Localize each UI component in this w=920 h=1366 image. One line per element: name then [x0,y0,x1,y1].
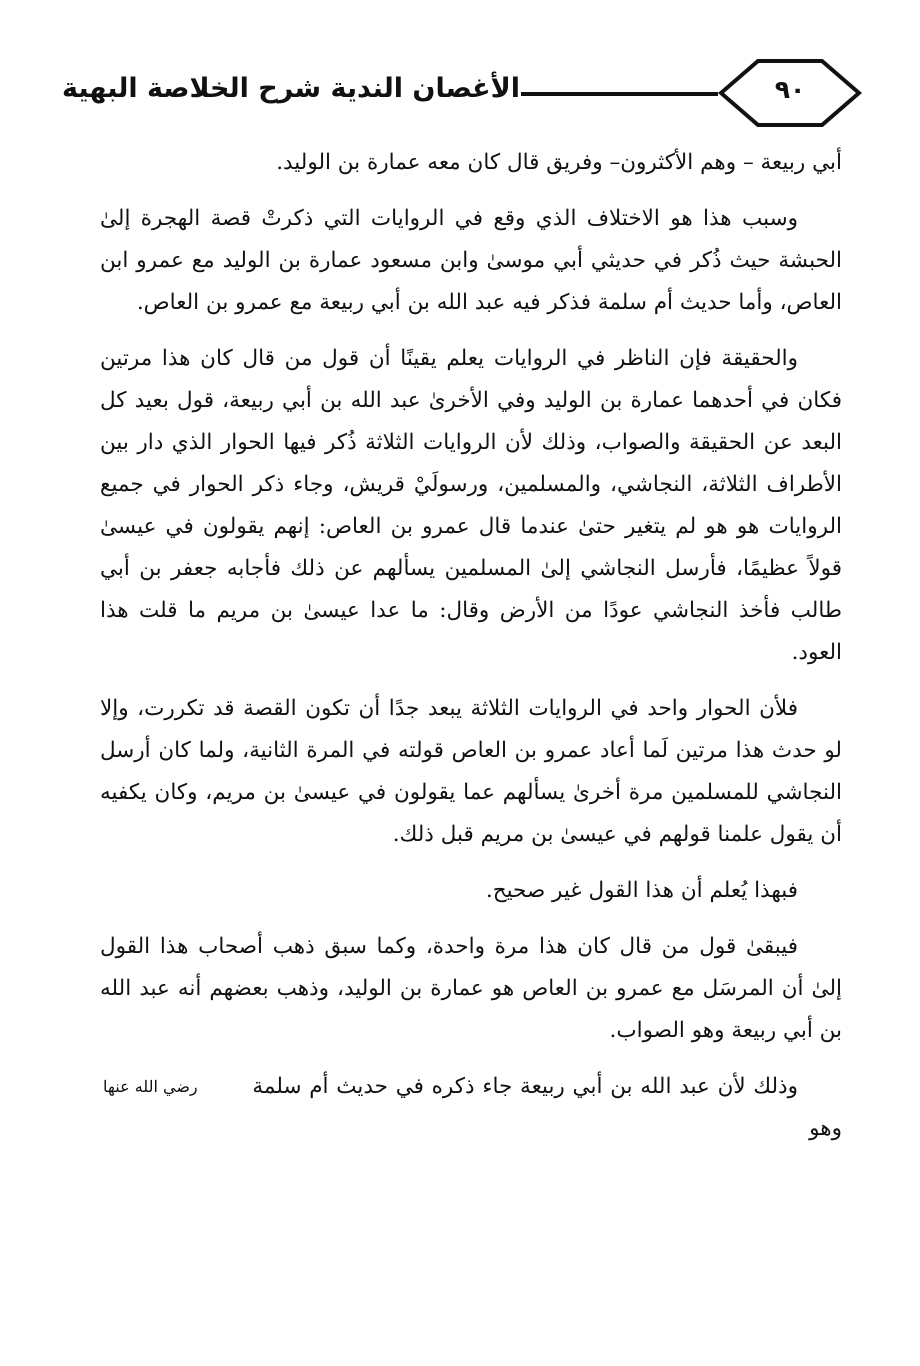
paragraph-continuation: أبي ربيعة – وهم الأكثرون– وفريق قال كان معه عمارة بن الوليد. [276,150,842,175]
paragraph: والحقيقة فإن الناظر في الروايات يعلم يقينًا أن قول من قال كان هذا مرتين فكان في أحدهما عمارة بن الوليد وفي الأخرىٰ عبد الله بن أبي ربيعة، قول بعيد كل البعد عن الحقيقة والصواب، وذلك لأن الروايات الثلاثة ذُكر فيها الحوار الذي دار بين الأطراف الثلاثة، النجاشي، والمسلمين، ورسولَيْ قريش، وجاء ذكر الحوار في جميع الروايات هو هو لم يتغير حتىٰ عندما قال عمرو بن العاص: إنهم يقولون في عيسىٰ قولاً عظيمًا، فأرسل النجاشي إلىٰ المسلمين يسألهم عن ذلك فأجابه جعفر بن أبي طالب فأخذ النجاشي عودًا من الأرض وقال: ما عدا عيسىٰ بن مريم ما قلت هذا العود. [100,346,842,665]
page-body [100,142,842,1164]
paragraph: فبهذا يُعلم أن هذا القول غير صحيح. [485,878,798,903]
paragraph: وسبب هذا هو الاختلاف الذي وقع في الروايات التي ذكرتْ قصة الهجرة إلىٰ الحبشة حيث ذُكر في حديثي أبي موسىٰ وابن مسعود عمارة بن الوليد مع عمرو ابن العاص، وأما حديث أم سلمة فذكر فيه عبد الله بن أبي ربيعة مع عمرو بن العاص. [100,206,842,315]
page-number: ٩٠ [774,75,806,104]
honorific-symbol: رضي الله عنها [103,1077,198,1096]
paragraph-text-end: وهو [809,1116,842,1141]
paragraph: فيبقىٰ قول من قال كان هذا مرة واحدة، وكما سبق ذهب أصحاب هذا القول إلىٰ أن المرسَل مع عمرو بن العاص هو عمارة بن الوليد، وذهب بعضهم أنه عبد الله بن أبي ربيعة وهو الصواب. [100,934,842,1043]
book-title: الأغصان الندية شرح الخلاصة البهية [62,73,520,104]
paragraph: فلأن الحوار واحد في الروايات الثلاثة يبعد جدًا أن تكون القصة قد تكررت، وإلا لو حدث هذا مرتين لَما أعاد عمرو بن العاص قولته في المرة الثانية، ولما كان أرسل النجاشي للمسلمين مرة أخرىٰ يسألهم عما يقولون في عيسىٰ بن مريم، وكان يكفيه أن يقول علمنا قولهم في عيسىٰ بن مريم قبل ذلك. [100,696,842,847]
paragraph-last [100,1066,842,1150]
paragraph-text-start: وذلك لأن عبد الله بن أبي ربيعة جاء ذكره في حديث أم سلمة [252,1074,798,1099]
page-header [62,58,860,128]
header-divider [521,92,718,96]
